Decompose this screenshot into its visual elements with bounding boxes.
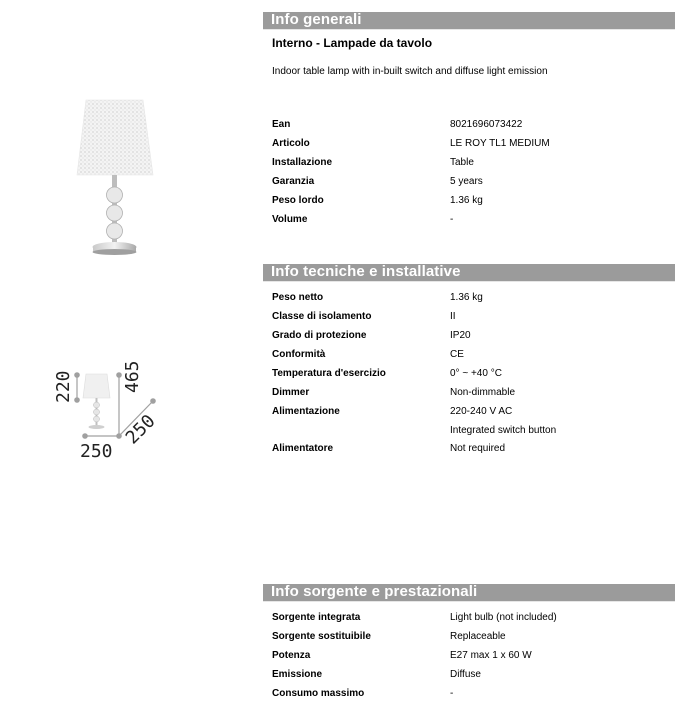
spec-label: Conformità <box>272 349 326 360</box>
section-header-technical <box>263 264 675 282</box>
crystal-ball <box>107 187 123 203</box>
section-header-general <box>263 12 675 30</box>
spec-label: Alimentazione <box>272 406 340 417</box>
spec-value: Diffuse <box>450 669 481 680</box>
crystal-ball <box>107 205 123 221</box>
spec-row-volume <box>272 214 672 233</box>
dimensions-diagram <box>40 340 180 470</box>
spec-value: 0° ~ +40 °C <box>450 368 502 379</box>
spec-label: Alimentatore <box>272 443 334 454</box>
spec-row-articolo <box>272 138 672 157</box>
spec-label: Emissione <box>272 669 323 680</box>
section-header-source <box>263 584 675 602</box>
spec-label: Garanzia <box>272 176 315 187</box>
spec-value: 1.36 kg <box>450 195 483 206</box>
spec-value: Light bulb (not included) <box>450 612 557 623</box>
section-title: Info tecniche e installative <box>271 263 461 280</box>
spec-label: Peso netto <box>272 292 324 303</box>
spec-value: 1.36 kg <box>450 292 483 303</box>
section-title: Info sorgente e prestazionali <box>271 583 478 600</box>
dim-total-height: 465 <box>122 360 143 393</box>
spec-row-sorgente-sostituibile <box>272 631 672 650</box>
spec-label: Potenza <box>272 650 311 661</box>
spec-value: - <box>450 688 454 699</box>
dim-width: 250 <box>80 441 113 462</box>
mini-lamp-icon <box>83 374 110 429</box>
spec-label: Classe di isolamento <box>272 311 372 322</box>
spec-row-grado-protezione <box>272 330 672 349</box>
lamp-shade <box>77 100 153 175</box>
spec-row-conformita <box>272 349 672 368</box>
spec-value: Replaceable <box>450 631 506 642</box>
spec-label: Temperatura d'esercizio <box>272 368 386 379</box>
spec-row-alimentazione <box>272 406 672 425</box>
spec-value: E27 max 1 x 60 W <box>450 650 532 661</box>
product-category: Interno - Lampade da tavolo <box>272 36 433 50</box>
spec-value: - <box>450 214 454 225</box>
spec-row-peso-lordo <box>272 195 672 214</box>
spec-value: Not required <box>450 443 506 454</box>
spec-label: Peso lordo <box>272 195 324 206</box>
spec-label: Sorgente sostituibile <box>272 631 371 642</box>
spec-row-installazione <box>272 157 672 176</box>
spec-value: LE ROY TL1 MEDIUM <box>450 138 550 149</box>
spec-value: Non-dimmable <box>450 387 516 398</box>
spec-label: Articolo <box>272 138 310 149</box>
spec-row-garanzia <box>272 176 672 195</box>
spec-value: Table <box>450 157 474 168</box>
spec-value: 5 years <box>450 176 483 187</box>
spec-label: Installazione <box>272 157 333 168</box>
spec-row-consumo-massimo <box>272 688 672 707</box>
spec-value: 220-240 V AC <box>450 406 513 417</box>
dim-shade-height: 220 <box>53 370 74 403</box>
crystal-ball <box>107 223 123 239</box>
spec-label: Sorgente integrata <box>272 612 361 623</box>
section-title: Info generali <box>271 11 362 28</box>
spec-value: II <box>450 311 456 322</box>
spec-row-classe-isolamento <box>272 311 672 330</box>
spec-row-emissione <box>272 669 672 688</box>
spec-value: IP20 <box>450 330 471 341</box>
spec-value: CE <box>450 349 464 360</box>
spec-row-temperatura <box>272 368 672 387</box>
spec-value: 8021696073422 <box>450 119 523 130</box>
spec-row-dimmer <box>272 387 672 406</box>
product-description: Indoor table lamp with in-built switch and diffuse light emission <box>272 66 548 77</box>
spec-row-ean <box>272 119 672 138</box>
product-image <box>60 95 170 260</box>
spec-row-peso-netto <box>272 292 672 311</box>
dim-depth: 250 <box>121 410 160 449</box>
spec-value: Integrated switch button <box>450 425 557 436</box>
spec-label: Volume <box>272 214 308 225</box>
spec-row-alimentazione-extra <box>272 425 672 444</box>
spec-label: Consumo massimo <box>272 688 365 699</box>
spec-label: Grado di protezione <box>272 330 367 341</box>
spec-row-sorgente-integrata <box>272 612 672 631</box>
spec-label: Ean <box>272 119 291 130</box>
spec-label: Dimmer <box>272 387 310 398</box>
spec-row-alimentatore <box>272 443 672 462</box>
spec-row-potenza <box>272 650 672 669</box>
